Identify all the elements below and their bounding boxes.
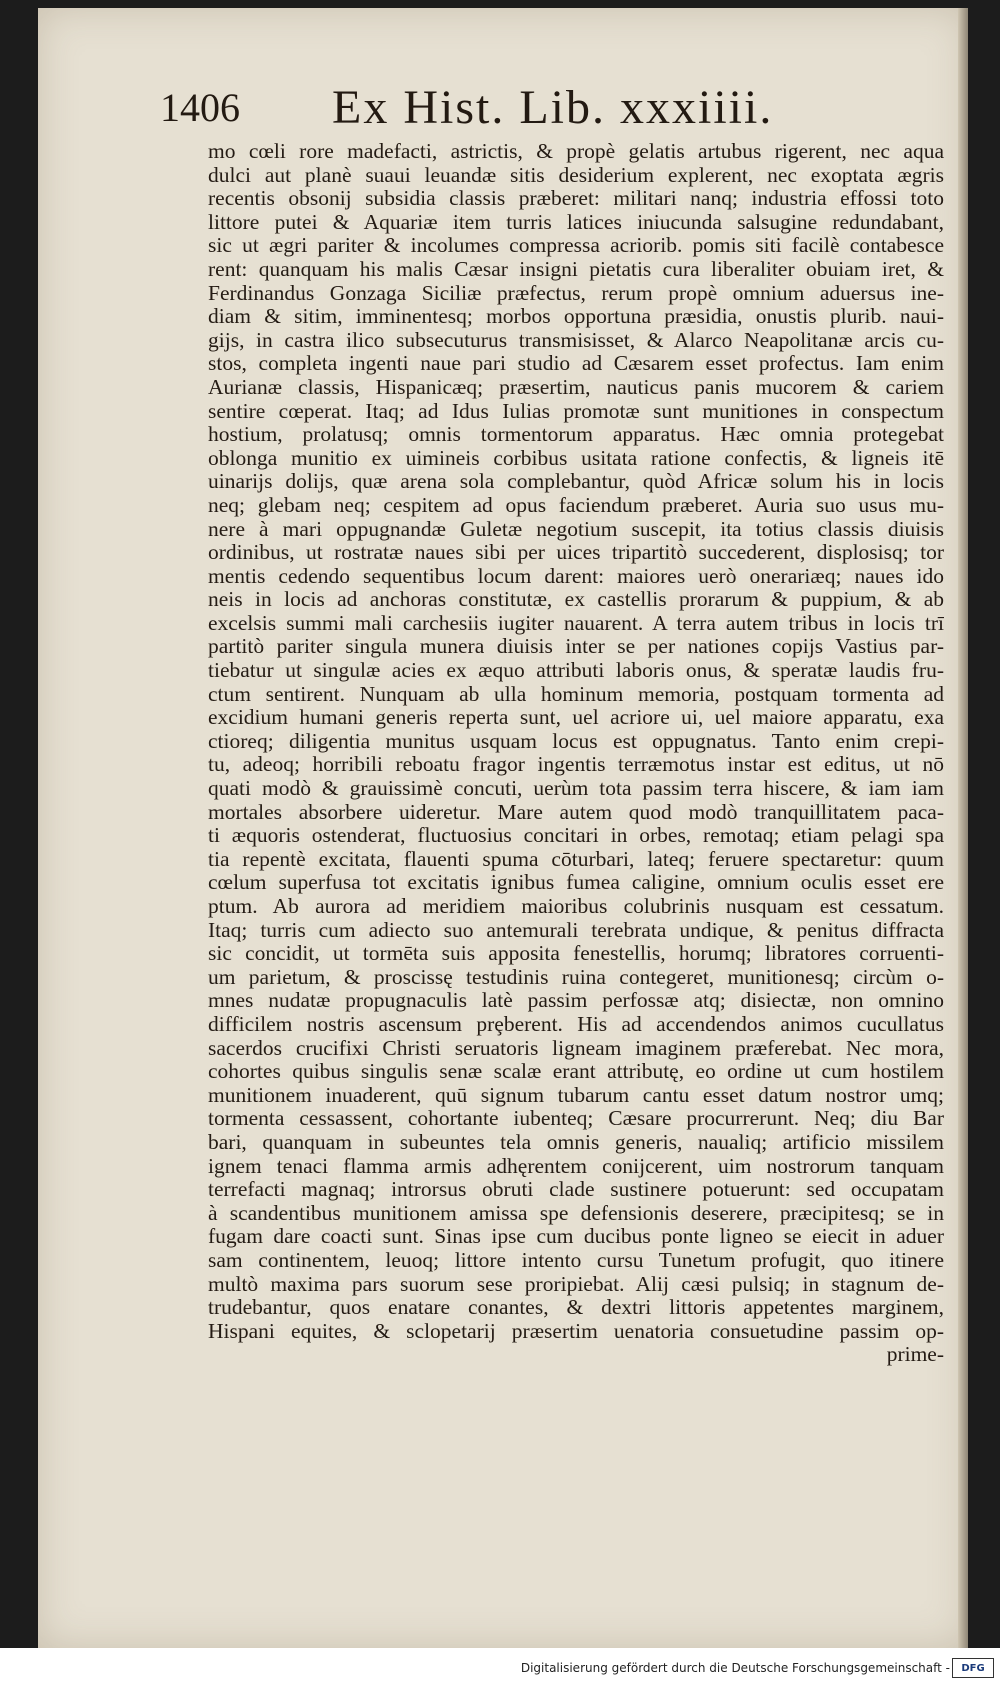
text-line: cohortes quibus singulis senæ scalæ erant attributę, eo ordine ut cum hostilem <box>208 1060 944 1084</box>
text-line: difficilem nostris ascensum prȩberent. His ad accendendos animos cucullatus <box>208 1012 944 1036</box>
text-line: sentire cœperat. Itaq; ad Idus Iulias promotæ sunt munitiones in conspectum <box>208 399 944 423</box>
text-line: Aurianæ classis, Hispanicæq; præsertim, nauticus panis mucorem & cariem <box>208 375 944 399</box>
text-line: sic concidit, ut tormēta suis apposita fenestellis, horumq; libratores corruenti- <box>208 942 944 966</box>
text-line: gijs, in castra ilico subsecuturus transmisisset, & Alarco Neapolitanæ arcis cu- <box>208 328 944 352</box>
text-line: sam continentem, leuoq; littore intento cursu Tunetum profugit, quo itinere <box>208 1248 944 1272</box>
text-line: Hispani equites, & sclopetarij præsertim uenatoria consuetudine passim op- <box>208 1319 944 1343</box>
text-line: terrefacti magnaq; introrsus obruti clade sustinere potuerunt: sed occupatam <box>208 1178 944 1202</box>
page-title: Ex Hist. Lib. xxxiiii. <box>332 81 774 134</box>
text-line: sic ut ægri pariter & incolumes compressa acriorib. pomis siti facilè contabesce <box>208 234 944 258</box>
text-line: multò maxima pars suorum sese proripiebat. Alij cæsi pulsiq; in stagnum de- <box>208 1272 944 1296</box>
text-line: trudebantur, quos enatare conantes, & dextri littoris appetentes marginem, <box>208 1296 944 1320</box>
text-line: sacerdos crucifixi Christi seruatoris ligneam imaginem præferebat. Nec mora, <box>208 1036 944 1060</box>
text-line: fugam dare coacti sunt. Sinas ipse cum ducibus ponte ligneo se eiecit in aduer <box>208 1225 944 1249</box>
text-line: mentis cedendo sequentibus locum darent: maiores uerò onerariæq; naues ido <box>208 564 944 588</box>
text-line: stos, completa ingenti naue pari studio ad Cæsarem esset profectus. Iam enim <box>208 352 944 376</box>
text-line: excidium humani generis reperta sunt, uel acriore ui, uel maiore apparatu, exa <box>208 706 944 730</box>
page-number: 1406 <box>160 85 240 130</box>
text-line: oblonga munitio ex uimineis corbibus usitata ratione confectis, & ligneis itē <box>208 446 944 470</box>
text-line: ctioreq; diligentia munitus usquam locus est oppugnatus. Tanto enim crepi- <box>208 729 944 753</box>
text-line: tu, adeoq; horribili reboatu fragor ingentis terræmotus instar est editus, ut nō <box>208 753 944 777</box>
text-line: prime- <box>886 1343 944 1367</box>
text-line: cœlum superfusa tot excitatis ignibus fumea caligine, omnium oculis esset ere <box>208 871 944 895</box>
text-line: dulci aut planè suaui leuandæ sitis desiderium explerent, nec exoptata ægris <box>208 163 944 187</box>
text-line: rent: quanquam his malis Cæsar insigni pietatis cura liberaliter obuiam iret, & <box>208 257 944 281</box>
text-line: ti æquoris ostenderat, fluctuosius concitari in orbes, remotaq; etiam pelagi spa <box>208 824 944 848</box>
running-head <box>160 80 800 140</box>
text-line: mnes nudatæ propugnaculis latè passim perfossæ atq; disiectæ, non omnino <box>208 989 944 1013</box>
text-line: partitò pariter singula munera diuisis inter se per nationes copijs Vastius par- <box>208 635 944 659</box>
text-line: Itaq; turris cum adiecto suo antemurali terebrata undique, & penitus diffracta <box>208 918 944 942</box>
text-line: uinarijs dolijs, quæ arena sola complebantur, quòd Africæ solum his in locis <box>208 470 944 494</box>
text-line: recentis obsonij subsidia classis præberet: militari nanq; industria effossi toto <box>208 187 944 211</box>
body-text <box>208 140 944 1367</box>
text-line: mortales absorbere uideretur. Mare autem quod modò tranquillitatem paca- <box>208 800 944 824</box>
text-line: excelsis summi mali carchesiis iugiter nauarent. A terra autem tribus in locis trī <box>208 611 944 635</box>
text-line: um parietum, & proscissę testudinis ruina contegeret, munitionesq; circùm o- <box>208 965 944 989</box>
text-line: hostium, prolatusq; omnis tormentorum apparatus. Hæc omnia protegebat <box>208 423 944 447</box>
text-line: mo cœli rore madefacti, astrictis, & propè gelatis artubus rigerent, nec aqua <box>208 140 944 163</box>
text-line: nere à mari oppugnandæ Guletæ negotium suscepit, ita totius classis diuisis <box>208 517 944 541</box>
footer-bar <box>0 1655 1000 1683</box>
text-line: littore putei & Aquariæ item turris latices iniucunda salsugine redundabant, <box>208 210 944 234</box>
text-line: neq; glebam neq; cespitem ad opus faciendum præberet. Auria suo usus mu- <box>208 493 944 517</box>
text-line: ignem tenaci flamma armis adhęrentem conijcerent, uim nostrorum tanquam <box>208 1154 944 1178</box>
text-line: ctum sentirent. Nunquam ab ulla hominum memoria, postquam tormenta ad <box>208 682 944 706</box>
text-line: ptum. Ab aurora ad meridiem maioribus colubrinis nusquam est cessatum. <box>208 895 944 918</box>
text-line: tiebatur ut singulæ acies ex æquo attributi laboris onus, & speratæ laudis fru- <box>208 659 944 683</box>
text-line: diam & sitim, imminentesq; morbos opportuna præsidia, onustis plurib. naui- <box>208 305 944 329</box>
text-line: munitionem inuaderent, quū signum tubarum cantu esset datum nostror umq; <box>208 1083 944 1107</box>
text-line: quati modò & grauissimè concuti, uerùm tota passim terra hiscere, & iam iam <box>208 777 944 801</box>
dfg-logo: DFG <box>952 1658 994 1678</box>
text-line: ordinibus, ut rostratæ naues sibi per uices tripartitò succederent, displosisq; tor <box>208 541 944 565</box>
funding-credit: Digitalisierung gefördert durch die Deutsche Forschungsgemeinschaft - <box>520 1661 950 1675</box>
text-line: tormenta cessassent, cohortante iubenteq; Cæsare procurrerunt. Neq; diu Bar <box>208 1107 944 1131</box>
text-line: bari, quanquam in subeuntes tela omnis generis, naualiq; artificio missilem <box>208 1130 944 1154</box>
text-line: neis in locis ad anchoras constitutæ, ex castellis prorarum & puppium, & ab <box>208 588 944 612</box>
text-line: à scandentibus munitionem amissa spe defensionis deserere, præcipitesq; se in <box>208 1201 944 1225</box>
page-edge <box>958 8 968 1648</box>
text-line: Ferdinandus Gonzaga Siciliæ præfectus, rerum propè omnium aduersus ine- <box>208 281 944 305</box>
text-line: tia repentè excitata, flauenti spuma cōturbari, lateq; feruere spectaretur: quum <box>208 847 944 871</box>
